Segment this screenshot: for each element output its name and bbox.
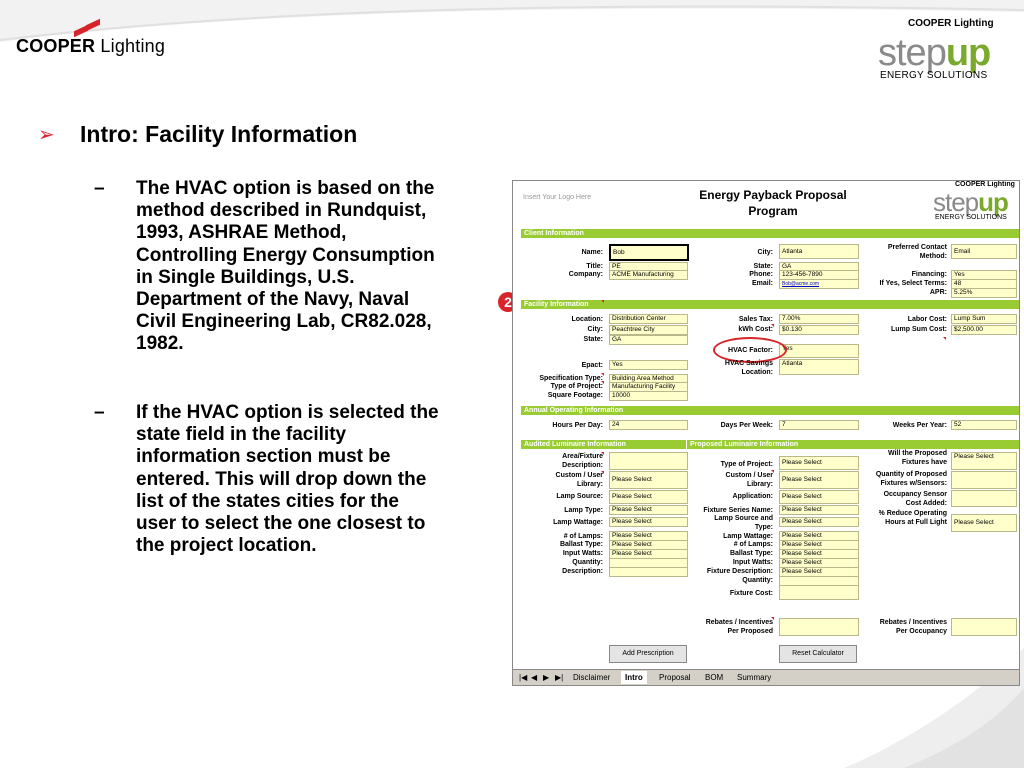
- label-area-fixture: Area/Fixture Description:: [562, 453, 603, 469]
- label-description: Description:: [562, 568, 603, 575]
- label-labor-cost: Labor Cost:: [907, 316, 947, 323]
- sensor-cost-field[interactable]: [951, 490, 1017, 507]
- sheet-stepup-logo: COOPER Lighting stepup ENERGY SOLUTIONS: [933, 181, 1015, 221]
- hvac-factor-select[interactable]: Yes: [779, 344, 859, 358]
- comment-marker: [771, 617, 774, 620]
- client-phone-field[interactable]: 123-456-7890: [779, 270, 859, 280]
- label-weeks-per-year: Weeks Per Year:: [892, 422, 947, 429]
- label-qty-sensors: Quantity of Proposed Fixtures w/Sensors:: [875, 471, 947, 487]
- label-financing: Financing:: [911, 271, 947, 278]
- label-lamp-source-type: Lamp Source and Type:: [714, 515, 773, 531]
- label-epact: Epact:: [581, 362, 603, 369]
- label-facility-city: City:: [587, 326, 603, 333]
- financing-select[interactable]: Yes: [951, 270, 1017, 280]
- label-reduce-hours: % Reduce Operating Hours at Full Light: [878, 510, 947, 526]
- client-name-field[interactable]: Bob: [609, 244, 689, 261]
- square-footage-field[interactable]: 10000: [609, 391, 688, 401]
- facility-location-field[interactable]: Distribution Center: [609, 314, 688, 324]
- apr-field[interactable]: 5.25%: [951, 288, 1017, 298]
- hvac-location-select[interactable]: Atlanta: [779, 359, 859, 375]
- bullet-text-hvac-method: The HVAC option is based on the method described in Rundquist, 1993, ASHRAE Method, Controlling Energy Consumption in Single Buildings, U.S. Department of the Navy, Naval Civil Engineering Lab, CR82.028, 1982.: [136, 178, 435, 355]
- qty-sensors-field[interactable]: [951, 471, 1017, 489]
- section-client-info: Client Information: [521, 229, 1019, 238]
- weeks-per-year-field[interactable]: 52: [951, 420, 1017, 430]
- label-rebates-proposed: Rebates / Incentives Per Proposed: [705, 619, 773, 635]
- label-phone: Phone:: [749, 271, 773, 278]
- days-per-week-field[interactable]: 7: [779, 420, 859, 430]
- reduce-hours-select[interactable]: Please Select: [951, 514, 1017, 532]
- proposed-input-watts-select[interactable]: Please Select: [779, 558, 859, 568]
- label-rebates-occupancy: Rebates / Incentives Per Occupancy: [879, 619, 947, 635]
- proposed-lamp-source-select[interactable]: Please Select: [779, 517, 859, 527]
- audited-custom-library-select[interactable]: Please Select: [609, 471, 688, 489]
- label-ballast-type: Ballast Type:: [559, 541, 603, 548]
- epact-select[interactable]: Yes: [609, 360, 688, 370]
- label-terms: If Yes, Select Terms:: [879, 280, 947, 287]
- section-annual-info: Annual Operating Information: [521, 406, 1019, 415]
- label-lamp-source: Lamp Source:: [556, 493, 603, 500]
- label-hvac-factor: HVAC Factor:: [728, 347, 773, 354]
- label-lamp-type: Lamp Type:: [564, 507, 603, 514]
- stepup-logo: [870, 18, 1000, 82]
- label-proposed-quantity: Quantity:: [742, 577, 773, 584]
- comment-marker: [601, 300, 604, 303]
- fixture-series-select[interactable]: Please Select: [779, 505, 859, 515]
- comment-marker: [601, 452, 604, 455]
- label-lamp-wattage: Lamp Wattage:: [553, 519, 603, 526]
- facility-city-select[interactable]: Peachtree City: [609, 325, 688, 335]
- label-custom-library: Custom / User Library:: [555, 472, 603, 488]
- callout-badge: 2: [498, 292, 518, 312]
- spreadsheet-screenshot: [512, 180, 1020, 686]
- label-company: Company:: [568, 271, 603, 278]
- audited-lamp-wattage-select[interactable]: Please Select: [609, 517, 688, 527]
- label-sensor-cost: Occupancy Sensor Cost Added:: [883, 491, 947, 507]
- tab-intro[interactable]: Intro: [621, 671, 647, 684]
- labor-cost-select[interactable]: Lump Sum: [951, 314, 1017, 324]
- label-project-type: Type of Project:: [550, 383, 603, 390]
- label-apr: APR:: [929, 289, 947, 296]
- label-num-lamps: # of Lamps:: [563, 533, 603, 540]
- label-occupancy-sensors: Will the Proposed Fixtures have: [887, 450, 947, 466]
- bullet-dash: –: [94, 178, 105, 199]
- fixture-description-select[interactable]: Please Select: [779, 567, 859, 577]
- occupancy-sensors-select[interactable]: Please Select: [951, 452, 1017, 470]
- audited-ballast-type-select[interactable]: Please Select: [609, 540, 688, 550]
- proposed-custom-library-select[interactable]: Please Select: [779, 471, 859, 489]
- area-fixture-field[interactable]: [609, 452, 688, 470]
- kwh-cost-field[interactable]: $0.130: [779, 325, 859, 335]
- label-name: Name:: [581, 249, 603, 256]
- bullet-text-state-field: If the HVAC option is selected the state field in the facility information section must be entered. This will drop down the list of the states cities for the user to select the one closest to the project location.: [136, 402, 439, 557]
- last-sheet-icon[interactable]: ▶|: [555, 673, 564, 682]
- next-sheet-icon[interactable]: ▶: [543, 673, 550, 682]
- tab-disclaimer[interactable]: Disclaimer: [573, 673, 611, 682]
- comment-marker: [601, 373, 604, 376]
- client-state-field[interactable]: GA: [779, 262, 859, 272]
- sheet-tab-bar: [513, 669, 1019, 686]
- proposed-num-lamps-select[interactable]: Please Select: [779, 540, 859, 550]
- label-hours-per-day: Hours Per Day:: [552, 422, 603, 429]
- stepup-wordmark: stepup: [878, 32, 991, 74]
- project-type-select[interactable]: Manufacturing Facility: [609, 382, 688, 392]
- label-proposed-wattage: Lamp Wattage:: [723, 533, 773, 540]
- label-title: Title:: [586, 263, 603, 270]
- client-email-field[interactable]: Bob@acme.com: [779, 279, 859, 289]
- proposed-ballast-select[interactable]: Please Select: [779, 549, 859, 559]
- proposed-project-select[interactable]: Please Select: [779, 456, 859, 470]
- audited-input-watts-select[interactable]: Please Select: [609, 549, 688, 559]
- terms-select[interactable]: 48: [951, 279, 1017, 289]
- first-sheet-icon[interactable]: |◀: [519, 673, 528, 682]
- rebates-proposed-field[interactable]: [779, 618, 859, 636]
- client-title-field[interactable]: PE: [609, 262, 688, 272]
- cooper-lighting-logo: [16, 36, 165, 57]
- label-proposed-input-watts: Input Watts:: [732, 559, 773, 566]
- contact-method-select[interactable]: Email: [951, 244, 1017, 259]
- comment-marker: [771, 324, 774, 327]
- label-email: Email:: [751, 280, 773, 287]
- section-facility-info: Facility Information: [521, 300, 1019, 309]
- rebates-occupancy-field[interactable]: [951, 618, 1017, 636]
- label-fixture-cost: Fixture Cost:: [729, 590, 773, 597]
- label-application: Application:: [732, 493, 773, 500]
- prev-sheet-icon[interactable]: ◀: [531, 673, 538, 682]
- stepup-brand: COOPER Lighting: [908, 18, 994, 29]
- label-quantity: Quantity:: [572, 559, 603, 566]
- tab-proposal[interactable]: Proposal: [659, 673, 691, 682]
- label-contact-method: Preferred Contact Method:: [887, 244, 947, 260]
- audited-lamp-source-select[interactable]: Please Select: [609, 490, 688, 504]
- label-facility-state: State:: [583, 336, 603, 343]
- bullet-dash: –: [94, 402, 105, 423]
- label-lump-sum: Lump Sum Cost:: [891, 326, 947, 333]
- label-location: Location:: [571, 316, 603, 323]
- stepup-tagline: ENERGY SOLUTIONS: [880, 70, 988, 81]
- application-select[interactable]: Please Select: [779, 490, 859, 504]
- comment-marker: [771, 470, 774, 473]
- section-proposed-luminaire: Proposed Luminaire Information: [687, 440, 1019, 449]
- label-input-watts: Input Watts:: [562, 550, 603, 557]
- label-proposed-custom-library: Custom / User Library:: [725, 472, 773, 488]
- comment-marker: [943, 337, 946, 340]
- logo-product: Lighting: [100, 36, 166, 56]
- sales-tax-field[interactable]: 7.00%: [779, 314, 859, 324]
- comment-marker: [601, 471, 604, 474]
- bullet-arrow-icon: ➢: [38, 124, 55, 146]
- fixture-cost-field[interactable]: [779, 585, 859, 600]
- audited-lamp-type-select[interactable]: Please Select: [609, 505, 688, 515]
- label-state: State:: [753, 263, 773, 270]
- reset-calculator-button[interactable]: Reset Calculator: [779, 645, 857, 663]
- sheet-title: Energy Payback Proposal Program: [699, 188, 847, 218]
- label-days-per-week: Days Per Week:: [720, 422, 773, 429]
- slide-title: Intro: Facility Information: [80, 121, 358, 147]
- label-proposed-project: Type of Project:: [720, 461, 773, 468]
- label-fixture-series: Fixture Series Name:: [703, 507, 773, 514]
- comment-marker: [601, 381, 604, 384]
- label-proposed-ballast: Ballast Type:: [729, 550, 773, 557]
- spec-type-select[interactable]: Building Area Method: [609, 374, 688, 384]
- label-sales-tax: Sales Tax:: [738, 316, 773, 323]
- label-kwh-cost: kWh Cost:: [738, 326, 773, 333]
- client-company-field[interactable]: ACME Manufacturing: [609, 270, 688, 280]
- section-audited-luminaire: Audited Luminaire Information: [521, 440, 686, 449]
- logo-brand: COOPER: [16, 36, 96, 56]
- proposed-wattage-select[interactable]: Please Select: [779, 531, 859, 541]
- label-proposed-num-lamps: # of Lamps:: [733, 541, 773, 548]
- label-square-footage: Square Footage:: [547, 392, 603, 399]
- label-spec-type: Specification Type:: [539, 375, 603, 382]
- label-hvac-location: HVAC Savings Location:: [724, 360, 773, 376]
- tab-bom[interactable]: BOM: [705, 673, 724, 682]
- audited-num-lamps-select[interactable]: Please Select: [609, 531, 688, 541]
- lump-sum-field[interactable]: $2,500.00: [951, 325, 1017, 335]
- audited-description-field[interactable]: [609, 567, 688, 577]
- label-fixture-description: Fixture Description:: [706, 568, 773, 575]
- facility-state-select[interactable]: GA: [609, 335, 688, 345]
- label-city: City:: [757, 249, 773, 256]
- logo-placeholder: Insert Your Logo Here: [523, 194, 592, 201]
- tab-summary[interactable]: Summary: [737, 673, 772, 682]
- hours-per-day-field[interactable]: 24: [609, 420, 688, 430]
- client-city-field[interactable]: Atlanta: [779, 244, 859, 259]
- add-prescription-button[interactable]: Add Prescription: [609, 645, 687, 663]
